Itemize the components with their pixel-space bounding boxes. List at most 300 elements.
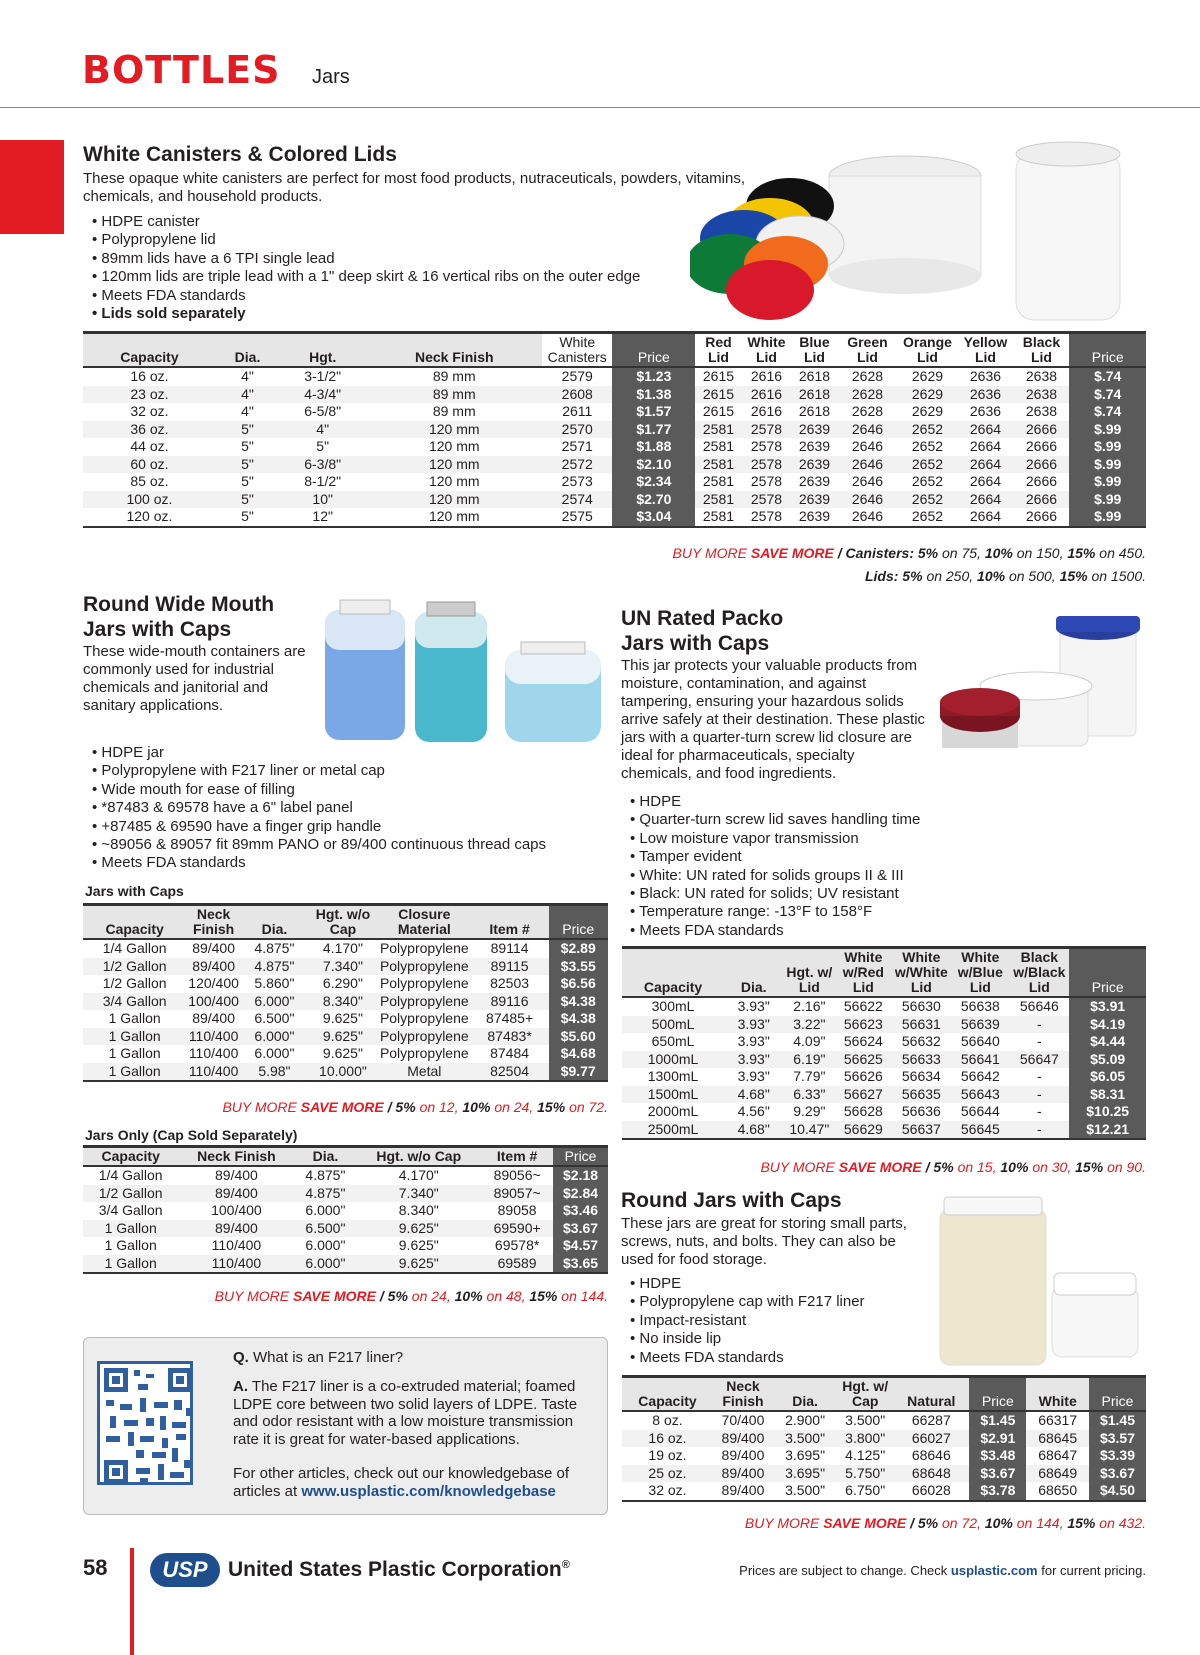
table-cell: 82504: [471, 1063, 549, 1082]
table-cell: $.99: [1069, 491, 1146, 509]
table-cell: 56647: [1009, 1051, 1069, 1069]
table-cell: 56637: [891, 1121, 951, 1140]
table-cell: 100/400: [211, 1202, 262, 1218]
table-cell: 1500mL: [622, 1086, 724, 1104]
table-cell: 3.93": [724, 1016, 783, 1034]
table-cell: 650mL: [651, 1033, 695, 1049]
table-cell: 4.09": [793, 1033, 826, 1049]
table-cell: 2581: [695, 491, 741, 509]
table-cell: $1.23: [612, 367, 695, 386]
column-header: Yellow Lid: [957, 333, 1013, 368]
table-cell: 56628: [843, 1103, 883, 1119]
list-item: • +87485 & 69590 have a finger grip handle: [92, 818, 612, 836]
column-header: Price: [1089, 1377, 1146, 1412]
table-cell: 2666: [1025, 473, 1058, 489]
column-header: White w/White Lid: [894, 949, 948, 995]
table-cell: 44 oz.: [130, 438, 169, 454]
jars-only-table: [83, 1145, 608, 1274]
table-cell: $2.18: [553, 1166, 608, 1185]
table-cell: 1/2 Gallon: [83, 1185, 178, 1203]
table-cell: 19 oz.: [648, 1447, 687, 1463]
table-row: [622, 1411, 1146, 1430]
table-cell: 1 Gallon: [83, 1220, 178, 1238]
table-cell: 2646: [851, 473, 884, 489]
table-cell: 68646: [911, 1447, 951, 1463]
table-cell: 2616: [741, 386, 791, 404]
table-cell: $1.77: [612, 421, 695, 439]
column-header: Item #: [496, 1148, 538, 1164]
table-row: [83, 508, 1146, 527]
table-cell: 110/400: [186, 1028, 241, 1046]
table-cell: 1/4 Gallon: [98, 1167, 163, 1183]
column-header: Dia.: [740, 979, 767, 995]
table-cell: 8-1/2": [304, 473, 342, 489]
table-cell: 89 mm: [432, 403, 476, 419]
table-cell: $3.65: [553, 1255, 608, 1274]
table-cell: 89/400: [215, 1167, 258, 1183]
table-cell: $1.57: [612, 403, 695, 421]
list-item: • 89mm lids have a 6 TPI single lead: [92, 250, 692, 268]
list-item: • White: UN rated for solids groups II & III: [630, 867, 1130, 885]
table-cell: 110/400: [178, 1255, 294, 1274]
list-item: • Tamper evident: [630, 848, 1130, 866]
table-cell: 5": [216, 456, 279, 474]
table-cell: 89057~: [481, 1185, 553, 1203]
column-header: White w/Blue Lid: [957, 949, 1003, 995]
section-tab: [0, 140, 64, 234]
table-cell: 2664: [969, 473, 1002, 489]
table-cell: 2574: [542, 491, 612, 509]
table-cell: 3.93": [737, 1068, 770, 1084]
table-cell: $.74: [1069, 367, 1146, 386]
table-cell: 300mL: [651, 998, 695, 1014]
table-row: [83, 975, 608, 993]
table-cell: $4.19: [1069, 1016, 1146, 1034]
table-cell: Polypropylene: [379, 1027, 469, 1044]
table-cell: 2581: [695, 421, 741, 439]
table-cell: 2578: [750, 438, 783, 454]
table-cell: 4": [241, 368, 254, 384]
column-header: Capacity: [643, 979, 703, 995]
column-header: White Canisters: [542, 333, 612, 368]
column-header: Price: [969, 1377, 1026, 1412]
list-item: • ~89056 & 89057 fit 89mm PANO or 89/400 continuous thread caps: [92, 836, 612, 854]
table-cell: 68649: [1026, 1465, 1089, 1483]
table-cell: 9.625": [356, 1220, 481, 1238]
table-cell: Polypropylene: [379, 940, 469, 956]
table-cell: 2666: [1025, 438, 1058, 454]
table-cell: 3.500": [785, 1482, 826, 1498]
table-cell: 4.125": [845, 1447, 886, 1463]
round-jars-bullets: [630, 1275, 930, 1367]
table-cell: 7.340": [308, 958, 378, 976]
table-cell: 56643: [951, 1086, 1009, 1104]
table-cell: 60 oz.: [83, 456, 216, 474]
table-row: [83, 939, 608, 958]
table-cell: 2616: [750, 368, 783, 384]
table-cell: 36 oz.: [83, 421, 216, 439]
table-cell: 1 Gallon: [108, 1010, 161, 1026]
table-cell: 4.170": [322, 940, 363, 956]
un-rated-jars-image: [940, 606, 1160, 796]
table-cell: 9.625": [322, 1045, 363, 1061]
table-cell: 89/400: [186, 958, 241, 976]
column-header: Hgt. w/ Cap: [842, 1378, 889, 1409]
table-cell: 2578: [741, 456, 791, 474]
table-cell: 56627: [835, 1086, 891, 1104]
table-row: [83, 1185, 608, 1203]
table-cell: 87485+: [486, 1010, 534, 1026]
table-cell: 120 mm: [428, 473, 480, 489]
table-cell: $3.39: [1089, 1447, 1146, 1465]
table-cell: $3.78: [969, 1482, 1026, 1501]
table-cell: 2639: [798, 473, 831, 489]
column-header: Red Lid: [695, 333, 741, 368]
table-cell: 10.000": [308, 1063, 378, 1082]
table-cell: 56625: [835, 1051, 891, 1069]
table-cell: 2638: [1025, 368, 1058, 384]
column-header: Closure Material: [397, 906, 451, 937]
column-header: Black w/Black Lid: [1013, 949, 1066, 995]
un-rated-description: This jar protects your valuable products from moisture, contamination, and against tampering, ensuring your hazardous solids arrive safely at their destination. These plastic jars with a quarter-turn screw lid closure are ideal for pharmaceuticals, specialty chemicals, and food ingredients.: [621, 657, 926, 782]
table-cell: 2618: [798, 368, 831, 384]
table-cell: 2608: [542, 386, 612, 404]
table-cell: 89 mm: [366, 386, 542, 404]
list-item: • Quarter-turn screw lid saves handling time: [630, 811, 1130, 829]
table-cell: 4": [279, 421, 366, 439]
table-cell: $2.91: [969, 1430, 1026, 1448]
table-cell: 66287: [911, 1412, 951, 1428]
jars-only-buy-more: BUY MORE SAVE MORE / 5% on 24, 10% on 48, 15% on 144.: [214, 1288, 608, 1304]
table-cell: $10.25: [1069, 1103, 1146, 1121]
round-jars-description: These jars are great for storing small parts, screws, nuts, and bolts. They can also be used for food storage.: [621, 1215, 907, 1268]
table-cell: 2581: [702, 473, 735, 489]
table-cell: 3/4 Gallon: [83, 993, 186, 1011]
table-cell: Polypropylene: [379, 1010, 469, 1026]
table-cell: $3.04: [612, 508, 695, 527]
table-row: [83, 958, 608, 976]
list-item: • Wide mouth for ease of filling: [92, 781, 612, 799]
table-cell: 7.340": [356, 1185, 481, 1203]
table-cell: 2570: [542, 421, 612, 439]
table-cell: 9.29": [793, 1103, 826, 1119]
table-cell: 8.340": [398, 1202, 439, 1218]
table-cell: $1.88: [612, 438, 695, 456]
table-cell: $9.77: [549, 1063, 609, 1082]
table-row: [83, 1166, 608, 1185]
table-row: [622, 1430, 1146, 1448]
table-cell: 8.340": [308, 993, 378, 1011]
table-cell: 2652: [897, 421, 957, 439]
table-row: [622, 1033, 1146, 1051]
table-cell: 56624: [843, 1033, 883, 1049]
wide-mouth-description: These wide-mouth containers are commonly used for industrial chemicals and janitorial and sanitary applications.: [83, 643, 306, 714]
table-cell: 120 mm: [366, 491, 542, 509]
list-item: • Impact-resistant: [630, 1312, 930, 1330]
table-cell: 1 Gallon: [83, 1255, 178, 1274]
table-cell: $3.57: [1089, 1430, 1146, 1448]
table-cell: 66027: [893, 1430, 969, 1448]
table-cell: 56631: [891, 1016, 951, 1034]
table-cell: 2638: [1025, 403, 1058, 419]
table-row: [83, 491, 1146, 509]
table-row: [622, 1086, 1146, 1104]
table-cell: 3.93": [737, 998, 770, 1014]
table-cell: 2636: [969, 368, 1002, 384]
table-cell: 56646: [1019, 998, 1059, 1014]
table-cell: 4.875": [294, 1185, 356, 1203]
column-header: Hgt.: [309, 349, 337, 365]
table-row: [622, 997, 1146, 1016]
column-header: Capacity: [105, 921, 164, 937]
wide-mouth-jars-image: [315, 598, 615, 748]
table-cell: 3-1/2": [304, 368, 342, 384]
table-cell: 2628: [851, 403, 884, 419]
table-cell: $.74: [1069, 386, 1146, 404]
table-cell: 6.750": [845, 1482, 886, 1498]
column-header: Item #: [489, 921, 530, 937]
column-header: Natural: [907, 1393, 956, 1409]
table-cell: 3.695": [773, 1465, 837, 1483]
table-cell: $3.48: [969, 1447, 1026, 1465]
table-cell: 2575: [561, 508, 593, 524]
table-cell: 2629: [911, 403, 944, 419]
table-cell: 89056~: [493, 1167, 541, 1183]
list-item: • No inside lip: [630, 1330, 930, 1348]
table-cell: 1000mL: [622, 1051, 724, 1069]
table-cell: 2652: [897, 456, 957, 474]
table-row: [622, 1121, 1146, 1140]
table-cell: 56632: [901, 1033, 941, 1049]
qa-more: For other articles, check out our knowledgebase of articles at www.usplastic.com/knowledgebase: [233, 1465, 570, 1500]
canisters-buy-more: BUY MORE SAVE MORE / Canisters: 5% on 75, 10% on 150, 15% on 450.: [672, 545, 1146, 561]
table-cell: 87484: [490, 1045, 530, 1061]
table-row: [622, 1068, 1146, 1086]
table-cell: $2.89: [549, 939, 609, 958]
table-row: [83, 1202, 608, 1220]
column-header: White Lid: [741, 333, 791, 368]
round-jars-buy-more: BUY MORE SAVE MORE / 5% on 72, 10% on 144, 15% on 432.: [744, 1515, 1146, 1531]
table-cell: -: [1037, 1033, 1042, 1049]
table-cell: $1.38: [612, 386, 695, 404]
list-item: • Meets FDA standards: [630, 1349, 930, 1367]
table-cell: $2.70: [612, 491, 695, 509]
jars-with-caps-title: Jars with Caps: [85, 883, 184, 899]
table-cell: 69590+: [481, 1220, 553, 1238]
table-cell: 5.750": [837, 1465, 893, 1483]
table-cell: 6.19": [783, 1051, 835, 1069]
table-cell: 1 Gallon: [108, 1045, 161, 1061]
table-cell: $.99: [1069, 438, 1146, 456]
table-cell: 2638: [1013, 386, 1069, 404]
list-item: • *87483 & 69578 have a 6" label panel: [92, 799, 612, 817]
table-row: [83, 1255, 608, 1274]
table-cell: $1.45: [969, 1411, 1026, 1430]
canisters-description: These opaque white canisters are perfect for most food products, nutraceuticals, powders, vitamins, chemicals, and household products.: [83, 170, 745, 205]
column-header: Orange Lid: [897, 333, 957, 368]
table-cell: 2666: [1025, 508, 1058, 524]
table-cell: 2618: [798, 403, 831, 419]
table-cell: 87483*: [471, 1028, 549, 1046]
column-header: White w/Red Lid: [842, 949, 884, 995]
table-cell: 2652: [911, 508, 944, 524]
table-cell: 10": [279, 491, 366, 509]
table-cell: 2652: [911, 473, 944, 489]
table-cell: $3.46: [553, 1202, 608, 1220]
table-cell: 23 oz.: [83, 386, 216, 404]
wide-mouth-heading: Round Wide Mouth Jars with Caps: [83, 593, 275, 641]
jars-with-caps-table: [83, 903, 608, 1082]
table-cell: $6.56: [549, 975, 609, 993]
table-cell: 2578: [750, 508, 783, 524]
usp-logo[interactable]: USP: [150, 1553, 220, 1587]
table-cell: $.99: [1069, 508, 1146, 527]
column-header: Blue Lid: [791, 333, 837, 368]
table-cell: 2581: [695, 456, 741, 474]
table-cell: $3.91: [1069, 997, 1146, 1016]
table-cell: $3.67: [553, 1220, 608, 1238]
table-cell: 2628: [851, 368, 884, 384]
lids-discount: Lids: 5% on 250, 10% on 500, 15% on 1500.: [864, 568, 1146, 584]
table-cell: 5": [216, 421, 279, 439]
qr-code-icon[interactable]: [97, 1361, 193, 1485]
table-cell: 8 oz.: [652, 1412, 683, 1428]
table-cell: 2572: [542, 456, 612, 474]
round-jars-image: [930, 1195, 1150, 1375]
table-cell: 120 mm: [428, 438, 480, 454]
table-cell: 89/400: [178, 1185, 294, 1203]
table-cell: -: [1037, 1068, 1042, 1084]
table-cell: 4.68": [724, 1086, 783, 1104]
table-cell: 3.22": [783, 1016, 835, 1034]
table-cell: Polypropylene: [379, 957, 469, 974]
list-item: • HDPE: [630, 1275, 930, 1293]
table-cell: 66317: [1038, 1412, 1078, 1428]
brand-name: United States Plastic Corporation®: [228, 1558, 570, 1581]
table-row: [83, 386, 1146, 404]
table-cell: 120 mm: [366, 421, 542, 439]
table-cell: 6.000": [241, 993, 308, 1011]
table-cell: 4.56": [737, 1103, 770, 1119]
table-cell: 2581: [702, 438, 735, 454]
table-cell: 2628: [837, 386, 897, 404]
column-header: Price: [1069, 333, 1146, 368]
table-cell: 89/400: [192, 940, 236, 956]
knowledgebase-link[interactable]: www.usplastic.com/knowledgebase: [301, 1482, 556, 1500]
table-cell: 6.33": [783, 1086, 835, 1104]
table-cell: 89114: [490, 940, 529, 956]
table-cell: 2664: [957, 456, 1013, 474]
table-cell: 2652: [911, 438, 944, 454]
table-cell: 2646: [851, 438, 884, 454]
table-cell: 1 Gallon: [104, 1237, 157, 1253]
list-item: • Polypropylene cap with F217 liner: [630, 1293, 930, 1311]
table-cell: 100 oz.: [83, 491, 216, 509]
table-cell: $4.38: [549, 1010, 609, 1028]
table-cell: 68650: [1038, 1482, 1078, 1498]
table-cell: 2629: [897, 386, 957, 404]
table-cell: 32 oz.: [648, 1482, 687, 1498]
table-cell: 3.93": [737, 1033, 770, 1049]
table-cell: 2639: [798, 438, 831, 454]
table-cell: 56623: [835, 1016, 891, 1034]
table-cell: $4.50: [1089, 1482, 1146, 1501]
column-header: Price: [553, 1147, 608, 1167]
table-cell: 6.000": [254, 1045, 295, 1061]
table-cell: $.99: [1069, 421, 1146, 439]
table-cell: $6.05: [1069, 1068, 1146, 1086]
table-cell: 110/400: [211, 1237, 262, 1253]
table-cell: 2.16": [793, 998, 826, 1014]
table-cell: Metal: [378, 1063, 471, 1082]
round-jars-heading: Round Jars with Caps: [621, 1189, 842, 1212]
column-header: Hgt. w/o Cap: [376, 1148, 462, 1164]
table-cell: 2579: [561, 368, 593, 384]
table-cell: 110/400: [186, 1063, 241, 1082]
column-header: Capacity: [101, 1148, 160, 1164]
table-cell: 2629: [911, 368, 944, 384]
table-cell: 9.625": [322, 1010, 363, 1026]
table-cell: 56639: [951, 1016, 1009, 1034]
table-cell: 2611: [562, 403, 593, 419]
table-cell: 10.47": [783, 1121, 835, 1140]
list-item: • Polypropylene with F217 liner or metal cap: [92, 762, 612, 780]
table-cell: 6.500": [254, 1010, 295, 1026]
table-cell: 9.625": [356, 1255, 481, 1274]
column-header: Neck Finish: [414, 349, 494, 365]
table-cell: 1/2 Gallon: [83, 958, 186, 976]
table-row: [622, 1482, 1146, 1501]
list-item: • 120mm lids are triple lead with a 1" deep skirt & 16 vertical ribs on the outer edge: [92, 268, 692, 286]
round-jars-table: [622, 1375, 1146, 1502]
column-header: White: [1038, 1393, 1077, 1409]
table-cell: 2664: [969, 508, 1002, 524]
list-item: • HDPE canister: [92, 213, 692, 231]
table-cell: 2639: [791, 456, 837, 474]
list-item: • Low moisture vapor transmission: [630, 830, 1130, 848]
table-cell: 69589: [481, 1255, 553, 1274]
table-cell: 12": [312, 508, 333, 524]
table-cell: 89/400: [192, 1010, 236, 1026]
table-cell: 69578*: [494, 1237, 540, 1253]
table-cell: 5.98": [241, 1063, 308, 1082]
table-cell: 4": [216, 386, 279, 404]
table-cell: $.99: [1069, 456, 1146, 474]
table-row: [622, 1447, 1146, 1465]
table-cell: $.74: [1069, 403, 1146, 421]
pricing-note: Prices are subject to change. Check usplastic.com for current pricing.: [739, 1563, 1146, 1578]
table-cell: 89 mm: [432, 368, 476, 384]
table-cell: 16 oz.: [130, 368, 169, 384]
jars-only-title: Jars Only (Cap Sold Separately): [85, 1127, 298, 1143]
table-cell: 2646: [837, 456, 897, 474]
table-cell: 2666: [1013, 491, 1069, 509]
table-cell: $5.60: [549, 1028, 609, 1046]
usplastic-link[interactable]: usplastic.com: [950, 1563, 1038, 1578]
table-cell: $8.31: [1069, 1086, 1146, 1104]
table-cell: 4.875": [241, 958, 308, 976]
table-cell: 6.000": [305, 1237, 346, 1253]
table-cell: 4.170": [398, 1167, 439, 1183]
table-cell: 1 Gallon: [83, 1063, 186, 1082]
column-header: Neck Finish: [192, 906, 235, 937]
table-row: [83, 456, 1146, 474]
table-cell: 2646: [837, 491, 897, 509]
canisters-table: [83, 331, 1146, 528]
table-cell: 5": [241, 438, 254, 454]
table-cell: 2578: [750, 473, 783, 489]
table-cell: -: [1009, 1086, 1069, 1104]
